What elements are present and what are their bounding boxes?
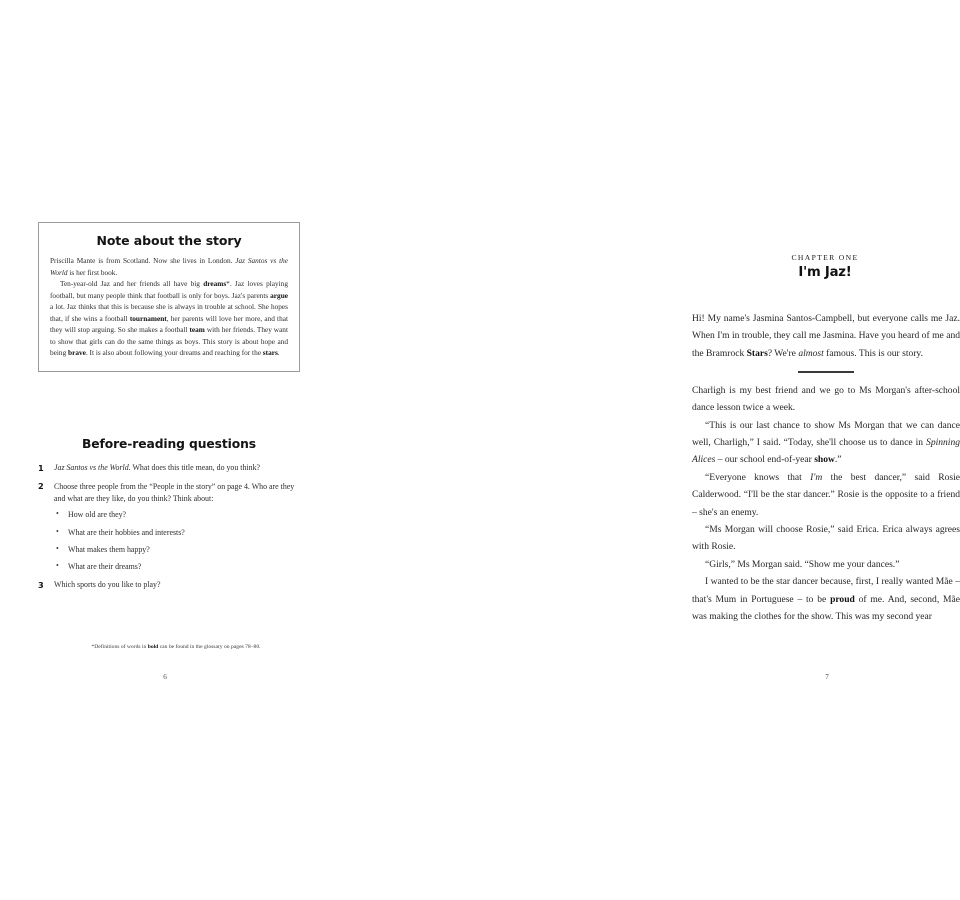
- note-paragraph-1: [50, 255, 288, 278]
- text-run: – our school end-of-year: [715, 454, 815, 466]
- chapter-title: I'm Jaz!: [798, 265, 852, 280]
- bold-term: proud: [830, 593, 855, 605]
- question-sub-item: [54, 561, 306, 573]
- question-item: [38, 579, 306, 591]
- text-run: “Girls,” Ms Morgan said. “Show me your dances.”: [705, 558, 900, 570]
- body-paragraph: [692, 417, 960, 469]
- question-sub-list: [54, 509, 306, 573]
- text-run: can be found in the glossary on pages 78–80.: [158, 644, 261, 650]
- sub-item-text: What makes them happy?: [68, 544, 150, 554]
- before-reading-questions-title: Before-reading questions: [81, 437, 256, 451]
- question-sub-item: [54, 544, 306, 556]
- note-about-the-story-box: [38, 222, 300, 372]
- left-page: [0, 0, 330, 900]
- question-sub-item: [54, 509, 306, 521]
- text-run: Ten-year-old Jaz and her friends all have big: [60, 279, 204, 289]
- body-paragraph: [692, 521, 960, 556]
- text-run: Priscilla Mante is from Scotland. Now she lives in London.: [50, 256, 236, 265]
- text-run: Hi! My name's Jasmina Santos-Campbell, but everyone calls me Jaz. When I'm in trouble, they call me Jasmina. Have you heard of me and the Bramrock: [692, 313, 960, 359]
- bold-term: show: [814, 454, 835, 466]
- before-reading-questions-list: [38, 462, 306, 598]
- bullet-icon: •: [56, 543, 59, 553]
- sub-item-text: What are their hobbies and interests?: [68, 527, 185, 537]
- question-number: 2: [38, 481, 44, 492]
- bold-term: bold: [147, 644, 159, 650]
- bold-term: Stars: [746, 347, 768, 359]
- chapter-body-text: [692, 310, 960, 626]
- text-run: with her friends. They want to show that girls can do the same things as boys. This story is about hope and being: [50, 325, 288, 358]
- text-run: I wanted to be the star dancer because, first, I really wanted Mãe – that's Mum in Portuguese – to be: [692, 576, 960, 605]
- text-run: Choose three people from the “People in the story” on page 4. Who are they and what are they like, do you think? Think about:: [54, 481, 295, 504]
- note-paragraph-2: [50, 278, 288, 359]
- body-paragraph: [692, 382, 960, 417]
- question-text: [54, 463, 260, 472]
- question-item: [38, 481, 306, 573]
- italic-title: Jaz Santos vs the World: [50, 256, 289, 277]
- text-run: . What does this title mean, do you think?: [128, 463, 261, 472]
- bold-term: brave: [68, 348, 86, 358]
- bullet-icon: •: [56, 526, 59, 536]
- question-number: 3: [38, 579, 44, 590]
- text-run: Charligh is my best friend and we go to Ms Morgan's after-school dance lesson twice a week.: [692, 384, 960, 414]
- bold-term: tournament: [129, 313, 167, 323]
- body-paragraph: [692, 573, 960, 625]
- italic-title: Spinning Alices: [692, 437, 960, 466]
- page-number-right: 7: [825, 673, 829, 681]
- text-run: Which sports do you like to play?: [54, 580, 161, 590]
- text-run: “This is our last chance to show Ms Morgan that we can dance well, Charligh,” I said. “Today, she'll choose us to dance in: [692, 419, 960, 449]
- right-page: [330, 0, 960, 900]
- body-paragraph: [692, 556, 960, 573]
- glossary-footnote: [56, 643, 296, 651]
- text-run: , her parents will love her more, and that they will stop arguing. So she makes a football: [50, 313, 288, 335]
- text-run: *. Jaz loves playing football, but many people think that football is only for boys. Jaz's parents: [50, 279, 288, 300]
- text-run: *Definitions of words in: [91, 644, 148, 650]
- note-box-title: Note about the story: [96, 233, 242, 248]
- sub-item-text: What are their dreams?: [68, 561, 142, 571]
- text-run: “Ms Morgan will choose Rosie,” said Erica. Erica always agrees with Rosie.: [692, 524, 960, 553]
- body-paragraph: [692, 469, 960, 521]
- text-run: a lot. Jaz thinks that this is because she is always in trouble at school. She hopes that, if she wins a football: [50, 302, 288, 323]
- question-text: [54, 482, 294, 503]
- question-sub-item: [54, 527, 306, 539]
- question-number: 1: [38, 462, 44, 473]
- bullet-icon: •: [56, 509, 59, 519]
- question-item: [38, 462, 306, 474]
- bullet-icon: •: [56, 560, 59, 570]
- text-run: famous. This is our story.: [823, 347, 923, 359]
- text-run: is her first book.: [67, 267, 118, 277]
- bold-term: stars: [262, 348, 278, 358]
- italic-title: almost: [798, 347, 824, 359]
- text-run: of me. And, second, Mãe was making the clothes for the show. This was my second year: [692, 593, 960, 623]
- italic-title: Jaz Santos vs the World: [54, 463, 129, 472]
- body-paragraph: [692, 310, 960, 362]
- sub-item-text: How old are they?: [68, 510, 127, 520]
- bold-term: team: [189, 325, 205, 335]
- text-run: the best dancer,” said Rosie Calderwood. “I'll be the star dancer.” Rosie is the opposite to a friend – she's an enemy.: [692, 471, 960, 518]
- bold-term: dreams: [203, 279, 227, 289]
- italic-title: I'm: [810, 471, 823, 483]
- chapter-kicker: CHAPTER ONE: [791, 253, 859, 262]
- text-run: “Everyone knows that: [705, 471, 811, 483]
- question-text: [54, 580, 161, 589]
- text-run: .”: [834, 454, 842, 466]
- scene-break-rule: [798, 371, 854, 373]
- text-run: ? We're: [767, 347, 799, 359]
- text-run: .: [277, 348, 280, 358]
- text-run: . It is also about following your dreams and reaching for the: [85, 348, 263, 358]
- page-number-left: 6: [163, 673, 167, 681]
- bold-term: argue: [270, 290, 288, 300]
- chapter-heading: [690, 253, 960, 281]
